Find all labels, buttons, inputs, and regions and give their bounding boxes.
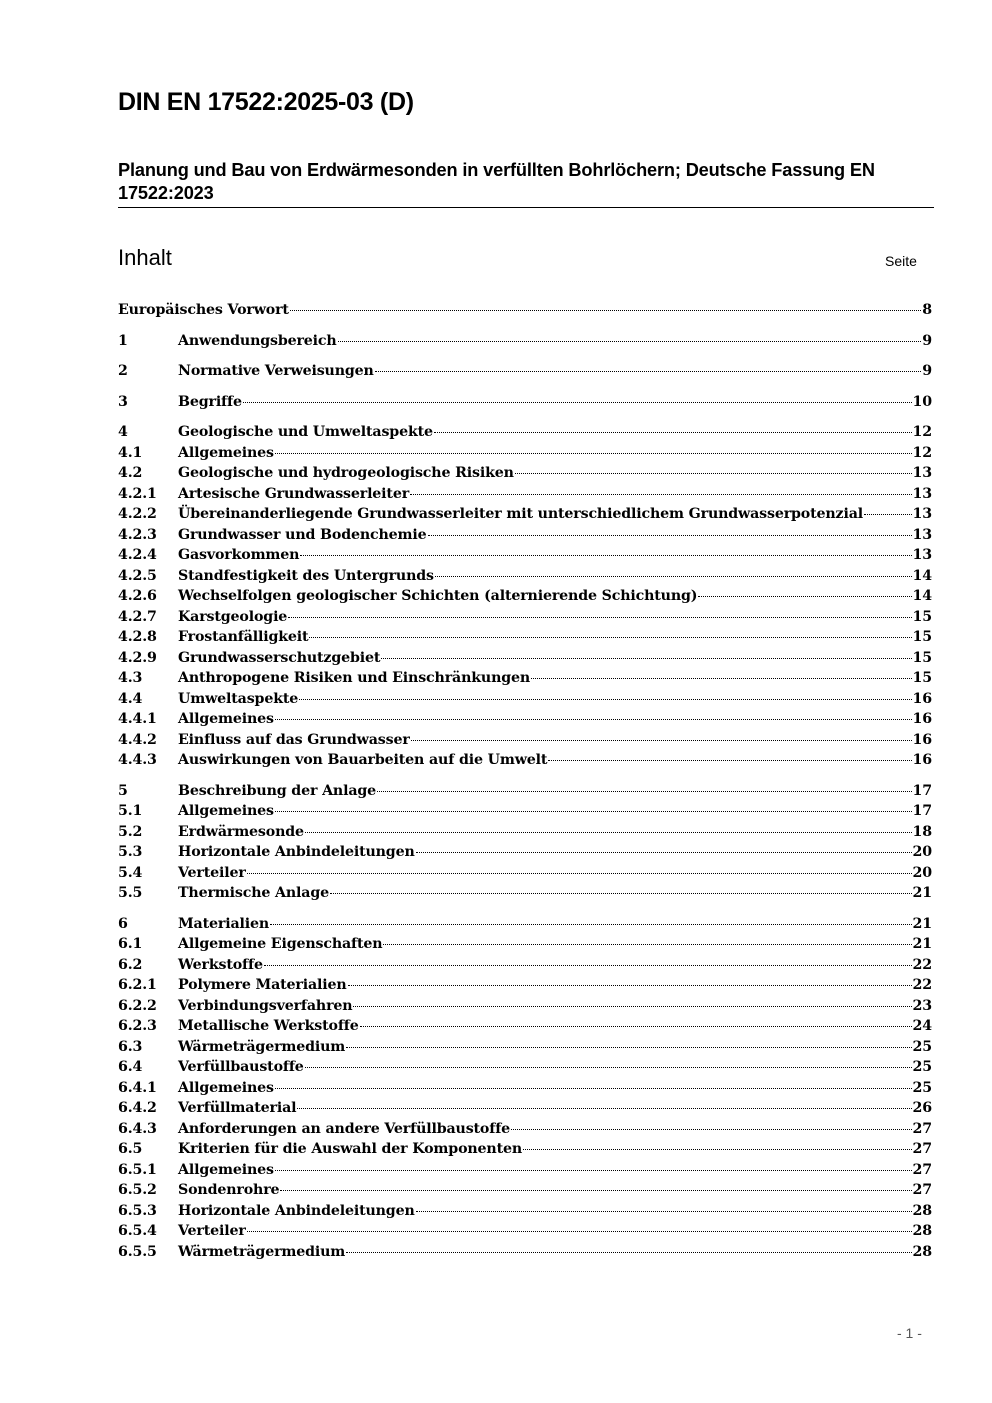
toc-entry-title: Materialien [178, 915, 270, 932]
toc-entry-page: 20 [912, 844, 932, 860]
footer-page-number: - 1 - [897, 1325, 922, 1341]
toc-entry-title: Kriterien für die Auswahl der Komponenten [178, 1141, 523, 1157]
toc-entry-leader [346, 1047, 911, 1048]
toc-entry-leader [531, 678, 911, 679]
toc-entry-title: Einfluss auf das Grundwasser [178, 731, 410, 748]
toc-entry[interactable] [118, 885, 932, 906]
toc-entry-title: Allgemeines [178, 803, 274, 819]
toc-entry-number: 6.2 [118, 956, 143, 973]
toc-entry-page: 27 [912, 1141, 932, 1157]
toc-entry[interactable] [118, 629, 932, 650]
toc-entry-leader [411, 740, 912, 741]
toc-entry-page: 14 [912, 567, 932, 584]
toc-entry-title: Übereinanderliegende Grundwasserleiter mit unterschiedlichem Grundwasserpotenzial [178, 506, 863, 522]
toc-entry-page: 25 [912, 1059, 932, 1075]
toc-entry-page: 28 [912, 1202, 932, 1219]
toc-entry-leader [299, 699, 911, 700]
toc-entry-page: 25 [912, 1038, 932, 1055]
toc-entry[interactable] [118, 609, 932, 630]
toc-entry-number: 1 [118, 332, 128, 349]
toc-entry-number: 6.2.2 [118, 997, 157, 1014]
toc-entry[interactable] [118, 1141, 932, 1162]
toc-entry-title: Verteiler [178, 1223, 246, 1239]
toc-entry-title: Normative Verweisungen [178, 363, 374, 379]
toc-entry[interactable] [118, 977, 932, 998]
toc-entry-title: Horizontale Anbindeleitungen [178, 844, 415, 860]
toc-entry[interactable] [118, 547, 932, 568]
toc-entry-leader [305, 832, 912, 833]
toc-entry[interactable] [118, 302, 932, 323]
toc-entry-title: Erdwärmesonde [178, 823, 304, 840]
toc-entry-leader [416, 1211, 912, 1212]
toc-entry-leader [377, 791, 912, 792]
toc-entry-page: 28 [912, 1223, 932, 1239]
toc-entry-page: 27 [912, 1182, 932, 1198]
toc-entry-leader [416, 852, 912, 853]
toc-entry-number: 4.2.6 [118, 588, 157, 604]
toc-entry-page: 14 [912, 588, 932, 604]
toc-entry-page: 16 [912, 752, 932, 768]
toc-entry-page: 13 [912, 485, 932, 502]
toc-entry[interactable] [118, 445, 932, 466]
toc-entry-page: 18 [912, 823, 932, 840]
toc-entry-leader [290, 310, 921, 311]
toc-entry[interactable] [118, 1182, 932, 1203]
toc-entry-number: 6.4.1 [118, 1079, 157, 1096]
toc-entry-page: 21 [912, 915, 932, 932]
toc-entry-number: 4.2.3 [118, 526, 157, 543]
toc-entry[interactable] [118, 1244, 932, 1265]
toc-entry-leader [305, 1067, 912, 1068]
toc-entry-number: 6.2.1 [118, 977, 157, 993]
toc-entry-number: 4.1 [118, 444, 143, 461]
toc-entry-number: 4 [118, 424, 128, 440]
toc-entry-leader [300, 555, 911, 556]
toc-entry-leader [247, 873, 912, 874]
toc-entry-title: Artesische Grundwasserleiter [178, 485, 410, 502]
toc-entry-number: 4.2.5 [118, 567, 157, 584]
toc-entry-page: 8 [922, 302, 932, 318]
toc-entry-number: 4.4.3 [118, 752, 157, 768]
toc-entry-page: 16 [912, 711, 932, 727]
toc-entry-title: Verbindungsverfahren [178, 997, 353, 1014]
toc-entry[interactable] [118, 783, 932, 804]
toc-entry-number: 6.3 [118, 1038, 143, 1055]
toc-entry-title: Gasvorkommen [178, 547, 300, 563]
toc-entry-title: Beschreibung der Anlage [178, 782, 377, 799]
toc-entry-number: 6.2.3 [118, 1018, 157, 1034]
toc-entry-leader [275, 811, 912, 812]
toc-entry-leader [275, 719, 912, 720]
table-of-contents [118, 302, 932, 1264]
toc-entry-page: 21 [912, 936, 932, 952]
toc-entry[interactable] [118, 363, 932, 384]
toc-entry-number: 5.3 [118, 844, 143, 860]
toc-entry[interactable] [118, 1162, 932, 1183]
toc-entry-page: 10 [912, 393, 932, 410]
toc-entry-leader [297, 1108, 911, 1109]
toc-entry-number: 6.5.5 [118, 1243, 157, 1260]
toc-entry-title: Wärmeträgermedium [178, 1243, 346, 1260]
toc-entry-title: Grundwasserschutzgebiet [178, 649, 381, 666]
toc-entry-leader [511, 1129, 912, 1130]
toc-entry-title: Polymere Materialien [178, 977, 347, 993]
toc-entry-title: Anthropogene Risiken und Einschränkungen [178, 670, 531, 686]
toc-entry[interactable] [118, 1203, 932, 1224]
toc-entry-page: 15 [912, 670, 932, 686]
toc-entry-number: 5 [118, 782, 128, 799]
toc-entry-title: Allgemeines [178, 711, 274, 727]
toc-entry-title: Karstgeologie [178, 608, 288, 625]
toc-entry-number: 6.5.1 [118, 1161, 157, 1178]
toc-entry-title: Sondenrohre [178, 1182, 280, 1198]
toc-entry[interactable] [118, 1018, 932, 1039]
toc-entry[interactable] [118, 1121, 932, 1142]
toc-entry-page: 17 [912, 803, 932, 819]
toc-entry-number: 2 [118, 363, 128, 379]
toc-entry[interactable] [118, 691, 932, 712]
toc-entry-title: Allgemeines [178, 1079, 274, 1096]
toc-entry-leader [288, 617, 911, 618]
toc-entry-number: 6.4.3 [118, 1120, 157, 1137]
toc-entry-title: Verfüllbaustoffe [178, 1059, 304, 1075]
toc-entry-leader [360, 1026, 912, 1027]
toc-entry-title: Metallische Werkstoffe [178, 1018, 359, 1034]
toc-entry-page: 20 [912, 864, 932, 881]
toc-entry-leader [375, 371, 922, 372]
toc-entry-number: 4.4.2 [118, 731, 157, 748]
toc-entry-leader [338, 341, 922, 342]
toc-entry-title: Allgemeine Eigenschaften [178, 936, 383, 952]
toc-entry-leader [243, 402, 912, 403]
toc-entry[interactable] [118, 803, 932, 824]
toc-entry[interactable] [118, 527, 932, 548]
toc-entry-title: Geologische und hydrogeologische Risiken [178, 465, 514, 481]
toc-entry-page: 27 [912, 1161, 932, 1178]
toc-entry-leader [270, 924, 912, 925]
toc-entry-title: Wechselfolgen geologischer Schichten (alternierende Schichtung) [178, 588, 698, 604]
toc-entry-number: 6.4.2 [118, 1100, 157, 1116]
toc-entry-number: 4.4.1 [118, 711, 157, 727]
toc-entry-page: 27 [912, 1120, 932, 1137]
toc-entry-leader [275, 1170, 912, 1171]
toc-entry-title: Auswirkungen von Bauarbeiten auf die Umwelt [178, 752, 548, 768]
toc-entry-leader [383, 944, 911, 945]
toc-entry-page: 24 [912, 1018, 932, 1034]
toc-entry-number: 4.2.9 [118, 649, 157, 666]
toc-entry[interactable] [118, 998, 932, 1019]
toc-entry-title: Verteiler [178, 864, 246, 881]
toc-entry[interactable] [118, 844, 932, 865]
toc-entry-number: 5.1 [118, 803, 143, 819]
document-title: Planung und Bau von Erdwärmesonden in verfüllten Bohrlöchern; Deutsche Fassung EN 17522:2023 [118, 159, 934, 208]
toc-entry-leader [410, 494, 912, 495]
toc-entry-leader [434, 432, 912, 433]
toc-entry-page: 12 [912, 444, 932, 461]
toc-entry-number: 5.4 [118, 864, 143, 881]
toc-entry-number: 3 [118, 393, 128, 410]
toc-entry-page: 25 [912, 1079, 932, 1096]
toc-entry-number: 4.2.7 [118, 608, 157, 625]
toc-entry-title: Wärmeträgermedium [178, 1038, 346, 1055]
toc-entry[interactable] [118, 1100, 932, 1121]
toc-entry-page: 15 [912, 608, 932, 625]
toc-entry[interactable] [118, 1223, 932, 1244]
toc-entry-title: Allgemeines [178, 444, 274, 461]
toc-entry[interactable] [118, 916, 932, 937]
toc-entry-leader [247, 1231, 912, 1232]
toc-entry-page: 22 [912, 956, 932, 973]
toc-entry-number: 6.5 [118, 1141, 143, 1157]
toc-entry[interactable] [118, 1059, 932, 1080]
toc-entry-title: Allgemeines [178, 1161, 274, 1178]
toc-entry-number: 4.3 [118, 670, 143, 686]
toc-entry[interactable] [118, 865, 932, 886]
toc-entry-number: 4.4 [118, 690, 143, 707]
toc-entry-title: Geologische und Umweltaspekte [178, 424, 433, 440]
document-id: DIN EN 17522:2025-03 (D) [118, 88, 414, 116]
toc-entry-number: 6.5.4 [118, 1223, 157, 1239]
toc-entry-number: 6.1 [118, 936, 143, 952]
toc-entry-page: 23 [912, 997, 932, 1014]
toc-entry-leader [264, 965, 912, 966]
toc-entry-leader [428, 535, 912, 536]
toc-entry-title: Frostanfälligkeit [178, 629, 309, 645]
toc-entry-leader [330, 893, 912, 894]
toc-entry-page: 15 [912, 649, 932, 666]
toc-entry[interactable] [118, 588, 932, 609]
toc-entry-page: 12 [912, 424, 932, 440]
toc-entry-number: 6 [118, 915, 128, 932]
toc-entry-title: Anwendungsbereich [178, 332, 337, 349]
toc-entry[interactable] [118, 670, 932, 691]
toc-entry[interactable] [118, 711, 932, 732]
toc-entry-page: 17 [912, 782, 932, 799]
toc-entry-leader [275, 453, 912, 454]
toc-entry-page: 16 [912, 731, 932, 748]
toc-entry-page: 13 [912, 526, 932, 543]
toc-entry[interactable] [118, 394, 932, 415]
toc-entry-page: 21 [912, 885, 932, 901]
toc-entry-title: Begriffe [178, 393, 242, 410]
toc-entry-number: 6.5.3 [118, 1202, 157, 1219]
toc-entry[interactable] [118, 568, 932, 589]
toc-entry[interactable] [118, 1039, 932, 1060]
toc-entry-page: 13 [912, 506, 932, 522]
toc-entry-leader [523, 1149, 912, 1150]
toc-entry-title: Thermische Anlage [178, 885, 329, 901]
toc-entry-number: 4.2.8 [118, 629, 157, 645]
toc-entry-number: 4.2.1 [118, 485, 157, 502]
toc-entry-leader [275, 1088, 912, 1089]
toc-entry-leader [864, 514, 912, 515]
toc-entry-title: Horizontale Anbindeleitungen [178, 1202, 415, 1219]
toc-entry-title: Grundwasser und Bodenchemie [178, 526, 427, 543]
toc-entry[interactable] [118, 506, 932, 527]
toc-entry[interactable] [118, 650, 932, 671]
toc-entry-leader [548, 760, 911, 761]
toc-entry[interactable] [118, 465, 932, 486]
toc-entry-title: Europäisches Vorwort [118, 302, 289, 318]
toc-entry[interactable] [118, 732, 932, 753]
toc-entry-leader [348, 985, 912, 986]
toc-entry-leader [435, 576, 912, 577]
toc-entry-page: 26 [912, 1100, 932, 1116]
toc-entry-title: Verfüllmaterial [178, 1100, 297, 1116]
toc-entry-page: 13 [912, 547, 932, 563]
toc-entry[interactable] [118, 1080, 932, 1101]
toc-entry[interactable] [118, 957, 932, 978]
toc-entry-number: 6.4 [118, 1059, 143, 1075]
toc-entry-leader [381, 658, 911, 659]
toc-entry-leader [353, 1006, 911, 1007]
toc-entry-number: 5.5 [118, 885, 143, 901]
toc-entry-title: Anforderungen an andere Verfüllbaustoffe [178, 1120, 511, 1137]
toc-entry-number: 4.2 [118, 465, 143, 481]
toc-entry-number: 4.2.2 [118, 506, 157, 522]
toc-heading: Inhalt [118, 245, 172, 270]
toc-entry-leader [346, 1252, 911, 1253]
toc-entry-page: 16 [912, 690, 932, 707]
toc-entry-page: 15 [912, 629, 932, 645]
toc-entry-title: Standfestigkeit des Untergrunds [178, 567, 434, 584]
toc-entry-title: Werkstoffe [178, 956, 263, 973]
toc-entry-page: 13 [912, 465, 932, 481]
toc-entry-number: 4.2.4 [118, 547, 157, 563]
toc-entry-leader [698, 596, 911, 597]
toc-entry-page: 22 [912, 977, 932, 993]
toc-entry-number: 6.5.2 [118, 1182, 157, 1198]
toc-entry[interactable] [118, 486, 932, 507]
toc-entry[interactable] [118, 424, 932, 445]
toc-entry-leader [515, 473, 912, 474]
toc-entry-page: 9 [922, 363, 932, 379]
toc-entry-leader [280, 1190, 911, 1191]
toc-entry-title: Umweltaspekte [178, 690, 299, 707]
toc-entry-leader [309, 637, 911, 638]
toc-page-column-heading: Seite [885, 253, 917, 269]
toc-entry-page: 28 [912, 1243, 932, 1260]
toc-entry[interactable] [118, 333, 932, 354]
toc-entry[interactable] [118, 824, 932, 845]
toc-entry[interactable] [118, 752, 932, 773]
toc-entry[interactable] [118, 936, 932, 957]
toc-entry-number: 5.2 [118, 823, 143, 840]
toc-entry-page: 9 [922, 332, 932, 349]
